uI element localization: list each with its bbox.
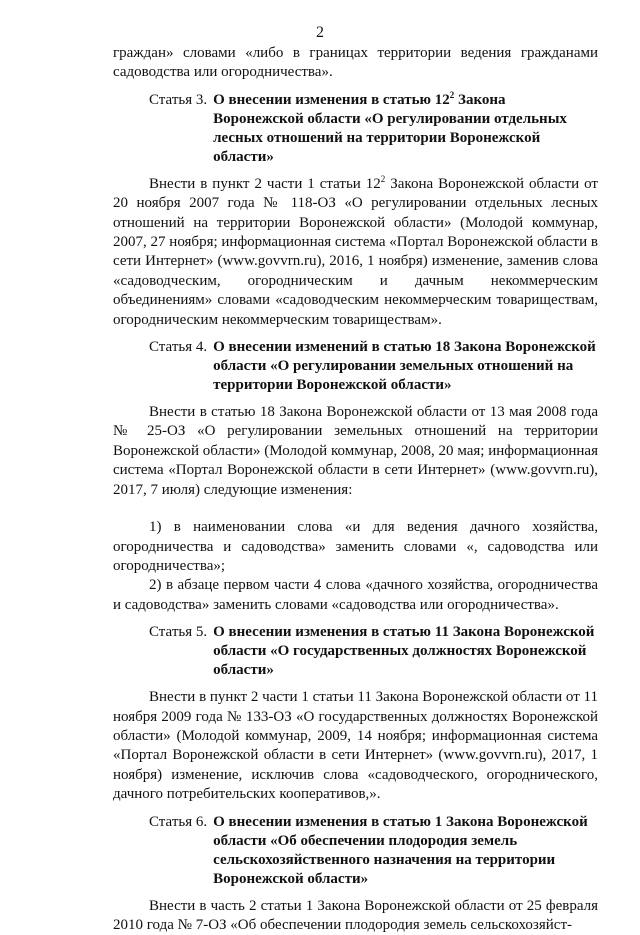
article-4-label: Статья 4. [149,339,208,356]
article-3-title-sup: 2 [449,89,455,100]
article-6-heading [113,813,598,889]
intro-paragraph: граждан» словами «либо в границах территории ведения гражданами садоводства или огородничества». [113,45,598,81]
page-number: 2 [316,24,324,41]
article-5-body: Внести в пункт 2 части 1 статьи 11 Закона Воронежской области от 11 ноября 2009 года № 133-ОЗ «О государственных должностях Воронежской области» (Молодой коммунар, 2009, 14 ноября; информационная система «Портал Воронежской области в сети Интернет» (www.govvrn.ru), 2017, 1 ноября) изменение, исключив слова «садоводческого, огороднического, дачного потребительских кооперативов,». [113,689,598,803]
article-6-title: О внесении изменения в статью 1 Закона Воронежской области «Об обеспечении плодородия земель сельскохозяйственного назначения на территории Воронежской области» [213,813,588,887]
article-3-body-part2: Закона Воронежской области от 20 ноября 2007 года № 118-ОЗ «О регулировании отдельных лесных отношений на территории Воронежской области» (Молодой коммунар, 2007, 27 ноября; информационная система «Портал Воронежской области в сети Интернет» (www.govvrn.ru), 2016, 1 ноября) изменение, заменив слова «садоводческим, огородническим и дачным некоммерческим объединениям» словами «садоводческим некоммерческим товариществам, огородническим некоммерческим товариществам». [113,175,598,328]
article-4-item-1: 1) в наименовании слова «и для ведения дачного хозяйства, огородничества и садоводства» заменить словами «, садоводства или огородничества»; [113,519,598,574]
article-4-body: Внести в статью 18 Закона Воронежской области от 13 мая 2008 года № 25-ОЗ «О регулировании земельных отношений на территории Воронежской области» (Молодой коммунар, 2008, 20 мая; информационная система «Портал Воронежской области в сети Интернет» (www.govvrn.ru), 2017, 7 июля) следующие изменения: [113,404,598,498]
article-3-body-sup: 2 [380,173,386,184]
article-5-title: О внесении изменения в статью 11 Закона Воронежской области «О государственных должностях Воронежской области» [213,624,595,679]
article-5-label: Статья 5. [149,624,208,641]
article-5-heading [113,623,598,680]
article-3-title [213,91,598,167]
article-6-body: Внести в часть 2 статьи 1 Закона Воронежской области от 25 февраля 2010 года № 7-ОЗ «Об обеспечении плодородия земель сельскохозяйст- [113,897,598,933]
article-3-body-part1: Внести в пункт 2 части 1 статьи 12 [149,175,381,192]
article-4-item-2: 2) в абзаце первом части 4 слова «дачного хозяйства, огородничества и садоводства» заменить словами «садоводства или огородничества». [113,577,598,613]
article-3-heading [113,91,598,167]
article-3-label: Статья 3. [149,91,208,108]
article-6-label: Статья 6. [149,813,208,830]
article-4-heading [113,338,598,395]
article-3-title-part1: О внесении изменения в статью 12 [213,91,450,108]
article-3-body [113,175,598,330]
article-4-title: О внесении изменений в статью 18 Закона Воронежской области «О регулировании земельных отношений на территории Воронежской области» [213,339,596,394]
article-3-title-part2: Закона Воронежской области «О регулировании отдельных лесных отношений на территории Воронежской области» [213,91,567,165]
document-body [113,44,598,935]
